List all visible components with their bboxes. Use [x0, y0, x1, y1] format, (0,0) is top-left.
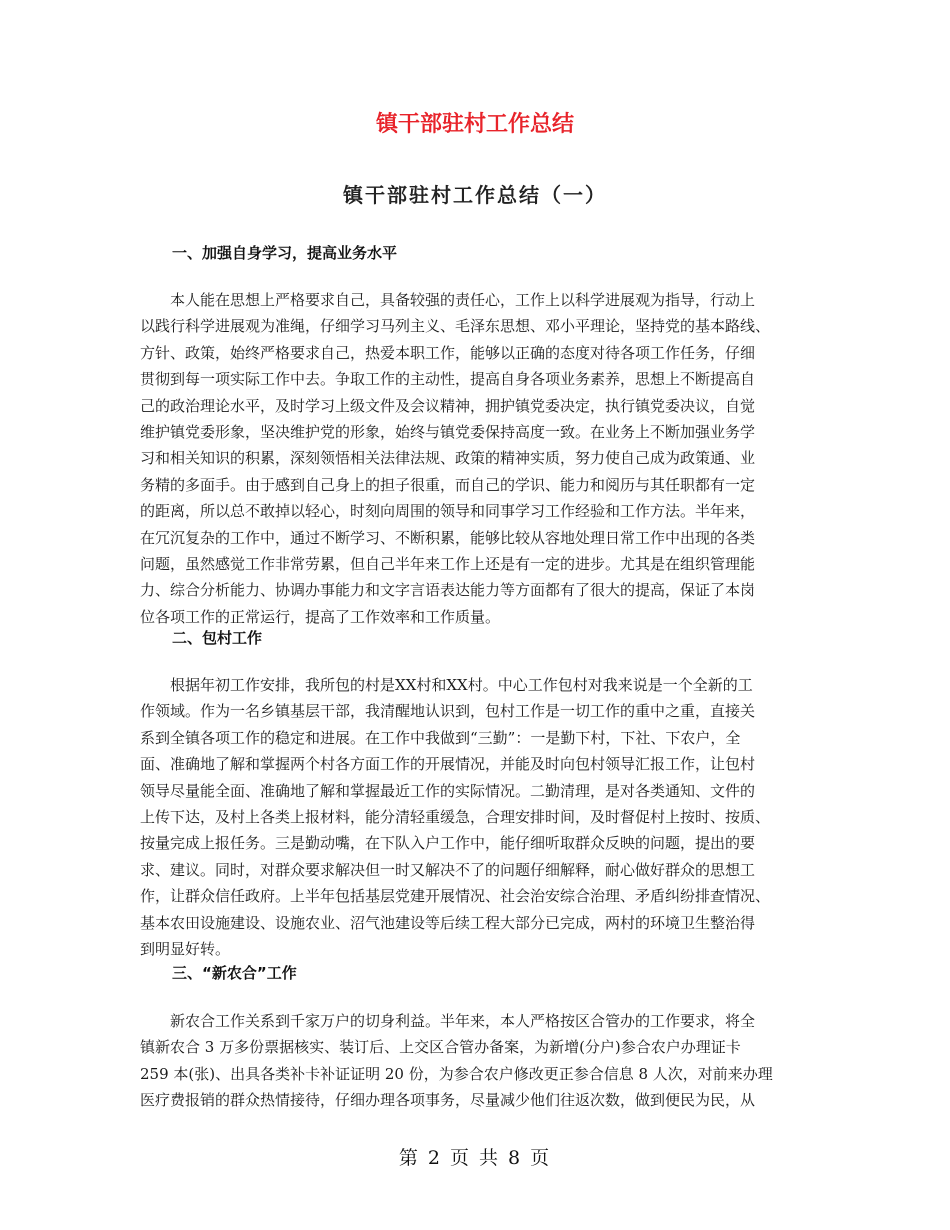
- paragraph-line: 位各项工作的正常运行，提高了工作效率和工作质量。: [140, 607, 501, 626]
- paragraph-line: 习和相关知识的积累，深刻领悟相关法律法规、政策的精神实质，努力使自己成为政策通、业: [140, 449, 756, 468]
- paragraph-line: 作，让群众信任政府。上半年包括基层党建开展情况、社会治安综合治理、矛盾纠纷排查情况、: [140, 887, 771, 906]
- paragraph-line: 259 本(张)、出具各类补卡补证证明 20 份，为参合农户修改更正参合信息 8 人次，对前来办理: [140, 1064, 773, 1083]
- paragraph-line: 到明显好转。: [140, 940, 231, 959]
- paragraph-line: 以践行科学进展观为准绳，仔细学习马列主义、毛泽东思想、邓小平理论，坚持党的基本路线、: [140, 317, 771, 336]
- paragraph-line: 按量完成上报任务。三是勤动嘴，在下队入户工作中，能仔细听取群众反映的问题，提出的要: [140, 834, 756, 853]
- paragraph-line: 作领域。作为一名乡镇基层干部，我清醒地认识到，包村工作是一切工作的重中之重，直接关: [140, 702, 756, 721]
- paragraph-line: 求、建议。同时，对群众要求解决但一时又解决不了的问题仔细解释，耐心做好群众的思想工: [140, 860, 756, 879]
- section-1-paragraph: [140, 287, 815, 630]
- paragraph-line: 系到全镇各项工作的稳定和进展。在工作中我做到“三勤”：一是勤下村，下社、下农户，全: [140, 728, 741, 747]
- paragraph-line: 基本农田设施建设、设施农业、沼气池建设等后续工程大部分已完成，两村的环境卫生整治得: [140, 913, 756, 932]
- paragraph-line: 镇新农合 3 万多份票据核实、装订后、上交区合管办备案，为新增(分户)参合农户办理证卡: [140, 1038, 741, 1057]
- paragraph-line: 己的政治理论水平，及时学习上级文件及会议精神，拥护镇党委决定，执行镇党委决议，自觉: [140, 396, 756, 415]
- page-number-footer: 第 2 页 共 8 页: [398, 1147, 552, 1169]
- document-title: 镇干部驻村工作总结: [375, 112, 574, 137]
- paragraph-line: 在冗沉复杂的工作中，通过不断学习、不断积累，能够比较从容地处理日常工作中出现的各类: [140, 528, 756, 547]
- paragraph-line: 方针、政策，始终严格要求自己，热爱本职工作，能够以正确的态度对待各项工作任务，仔细: [140, 343, 756, 362]
- paragraph-line: 问题，虽然感觉工作非常劳累，但自己半年来工作上还是有一定的进步。尤其是在组织管理能: [140, 555, 756, 574]
- paragraph-line: 新农合工作关系到千家万户的切身利益。半年来，本人严格按区合管办的工作要求，将全: [140, 1012, 756, 1030]
- paragraph-line: 的距离，所以总不敢掉以轻心，时刻向周围的领导和同事学习工作经验和工作方法。半年来，: [140, 502, 756, 521]
- section-heading-2: 二、包村工作: [172, 629, 263, 647]
- paragraph-line: 医疗费报销的群众热情接待，仔细办理各项事务，尽量减少他们往返次数，做到便民为民，从: [140, 1091, 756, 1110]
- paragraph-line: 领导尽量能全面、准确地了解和掌握最近工作的实际情况。二勤清理，是对各类通知、文件的: [140, 781, 756, 800]
- section-3-paragraph: [140, 1008, 815, 1114]
- paragraph-line: 本人能在思想上严格要求自己，具备较强的责任心，工作上以科学进展观为指导，行动上: [140, 291, 756, 309]
- paragraph-line: 力、综合分析能力、协调办事能力和文字言语表达能力等方面都有了很大的提高，保证了本岗: [140, 581, 756, 600]
- document-subtitle: 镇干部驻村工作总结（一）: [343, 183, 607, 207]
- paragraph-line: 根据年初工作安排，我所包的村是XX村和XX村。中心工作包村对我来说是一个全新的工: [140, 676, 753, 694]
- paragraph-line: 上传下达，及村上各类上报材料，能分清轻重缓急，合理安排时间，及时督促村上按时、按质、: [140, 808, 771, 827]
- paragraph-line: 维护镇党委形象，坚决维护党的形象，始终与镇党委保持高度一致。在业务上不断加强业务学: [140, 423, 756, 442]
- paragraph-line: 务精的多面手。由于感到自己身上的担子很重，而自己的学识、能力和阅历与其任职都有一定: [140, 475, 756, 494]
- paragraph-line: 贯彻到每一项实际工作中去。争取工作的主动性，提高自身各项业务素养，思想上不断提高自: [140, 370, 756, 389]
- paragraph-line: 面、准确地了解和掌握两个村各方面工作的开展情况，并能及时向包村领导汇报工作，让包村: [140, 755, 756, 774]
- section-2-paragraph: [140, 672, 815, 962]
- section-heading-1: 一、加强自身学习，提高业务水平: [172, 244, 398, 262]
- section-heading-3: 三、“新农合”工作: [172, 964, 297, 982]
